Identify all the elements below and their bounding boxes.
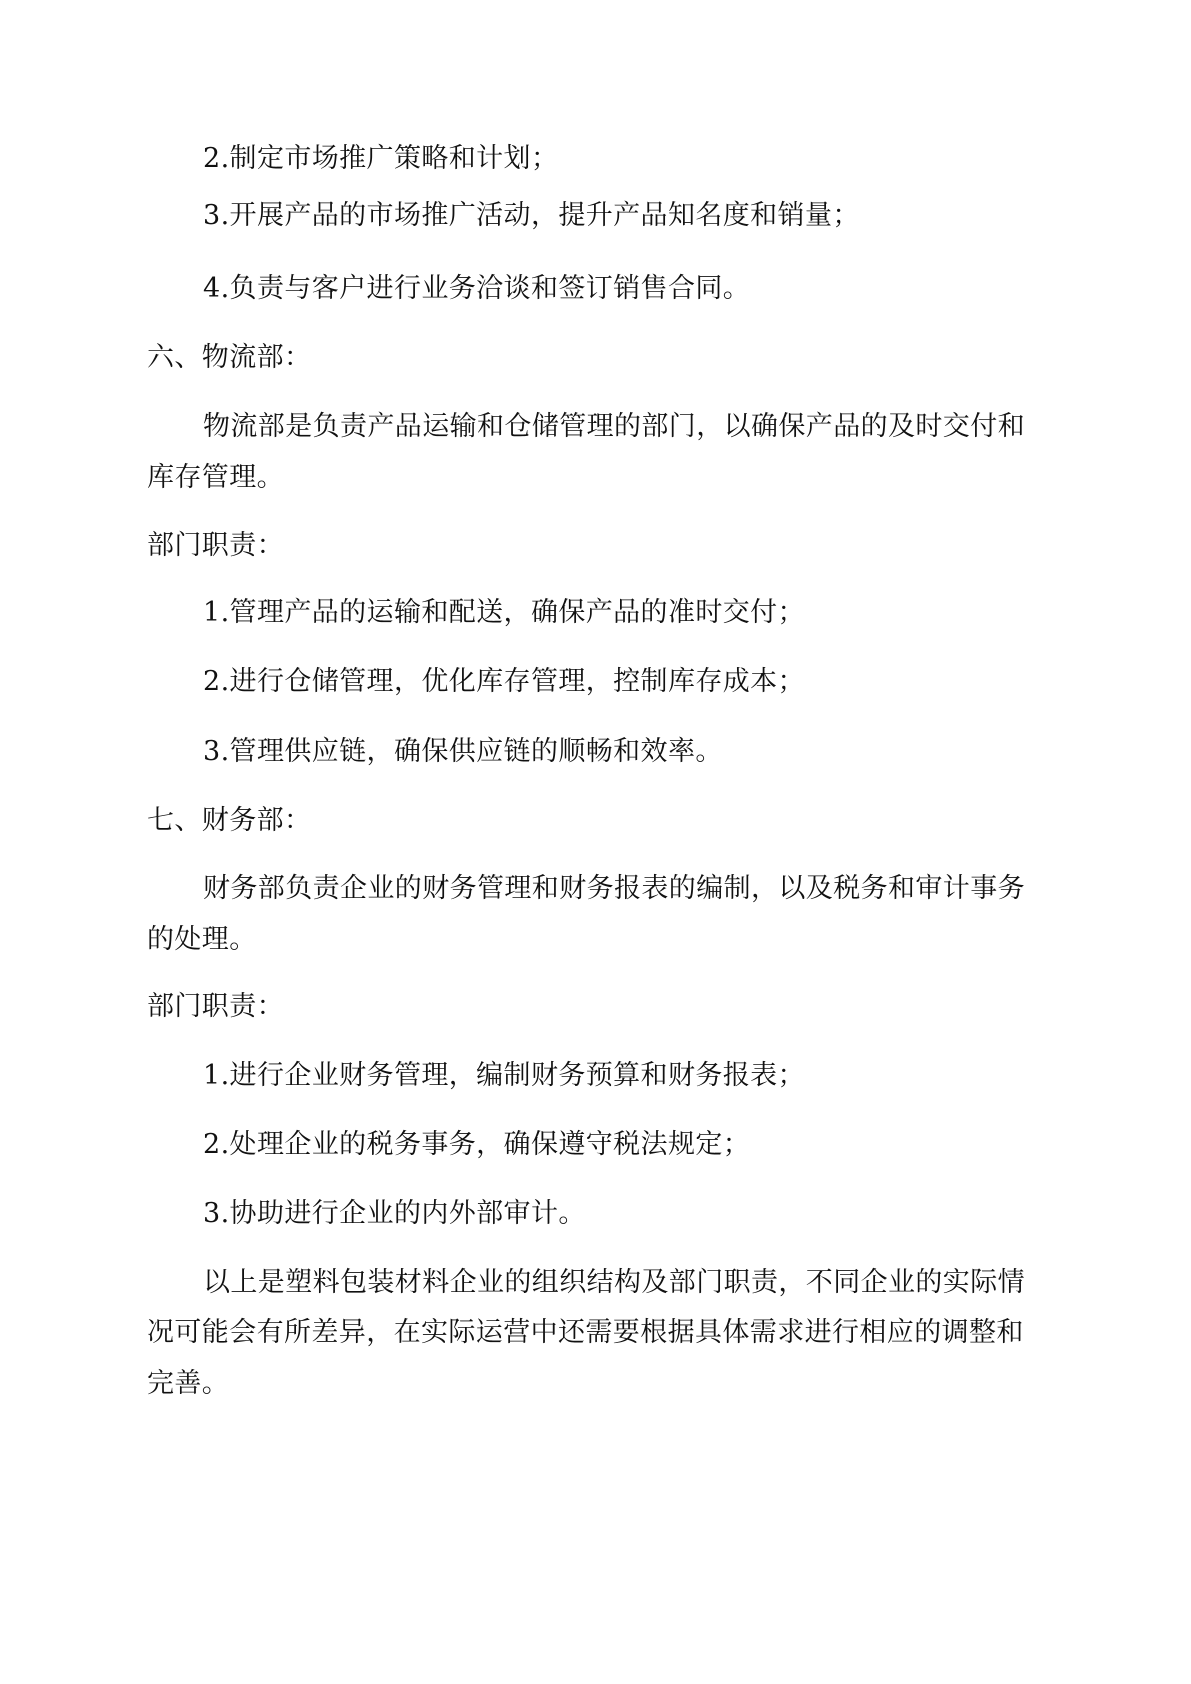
- list-item-marketing-4: 4.负责与客户进行业务洽谈和签订销售合同。: [203, 273, 751, 304]
- conclusion-line-3: 完善。: [147, 1368, 230, 1399]
- section-heading-finance: 七、财务部：: [147, 805, 312, 836]
- paragraph-finance-line-2: 的处理。: [147, 924, 257, 955]
- duties-heading-finance: 部门职责：: [147, 991, 284, 1022]
- list-item-finance-1: 1.进行企业财务管理，编制财务预算和财务报表；: [203, 1060, 805, 1091]
- conclusion-line-1: 以上是塑料包装材料企业的组织结构及部门职责，不同企业的实际情: [203, 1267, 1025, 1298]
- list-item-marketing-2: 2.制定市场推广策略和计划；: [203, 143, 559, 174]
- list-item-finance-3: 3.协助进行企业的内外部审计。: [203, 1198, 586, 1229]
- paragraph-logistics-line-1: 物流部是负责产品运输和仓储管理的部门，以确保产品的及时交付和: [203, 411, 1025, 442]
- paragraph-logistics-line-2: 库存管理。: [147, 462, 284, 493]
- list-item-finance-2: 2.处理企业的税务事务，确保遵守税法规定；: [203, 1129, 751, 1160]
- duties-heading-logistics: 部门职责：: [147, 530, 284, 561]
- list-item-logistics-1: 1.管理产品的运输和配送，确保产品的准时交付；: [203, 597, 805, 628]
- list-item-logistics-3: 3.管理供应链，确保供应链的顺畅和效率。: [203, 736, 723, 767]
- section-heading-logistics: 六、物流部：: [147, 342, 312, 373]
- list-item-logistics-2: 2.进行仓储管理，优化库存管理，控制库存成本；: [203, 666, 805, 697]
- list-item-marketing-3: 3.开展产品的市场推广活动，提升产品知名度和销量；: [203, 200, 860, 231]
- conclusion-line-2: 况可能会有所差异，在实际运营中还需要根据具体需求进行相应的调整和: [147, 1317, 1024, 1348]
- paragraph-finance-line-1: 财务部负责企业的财务管理和财务报表的编制，以及税务和审计事务: [203, 873, 1025, 904]
